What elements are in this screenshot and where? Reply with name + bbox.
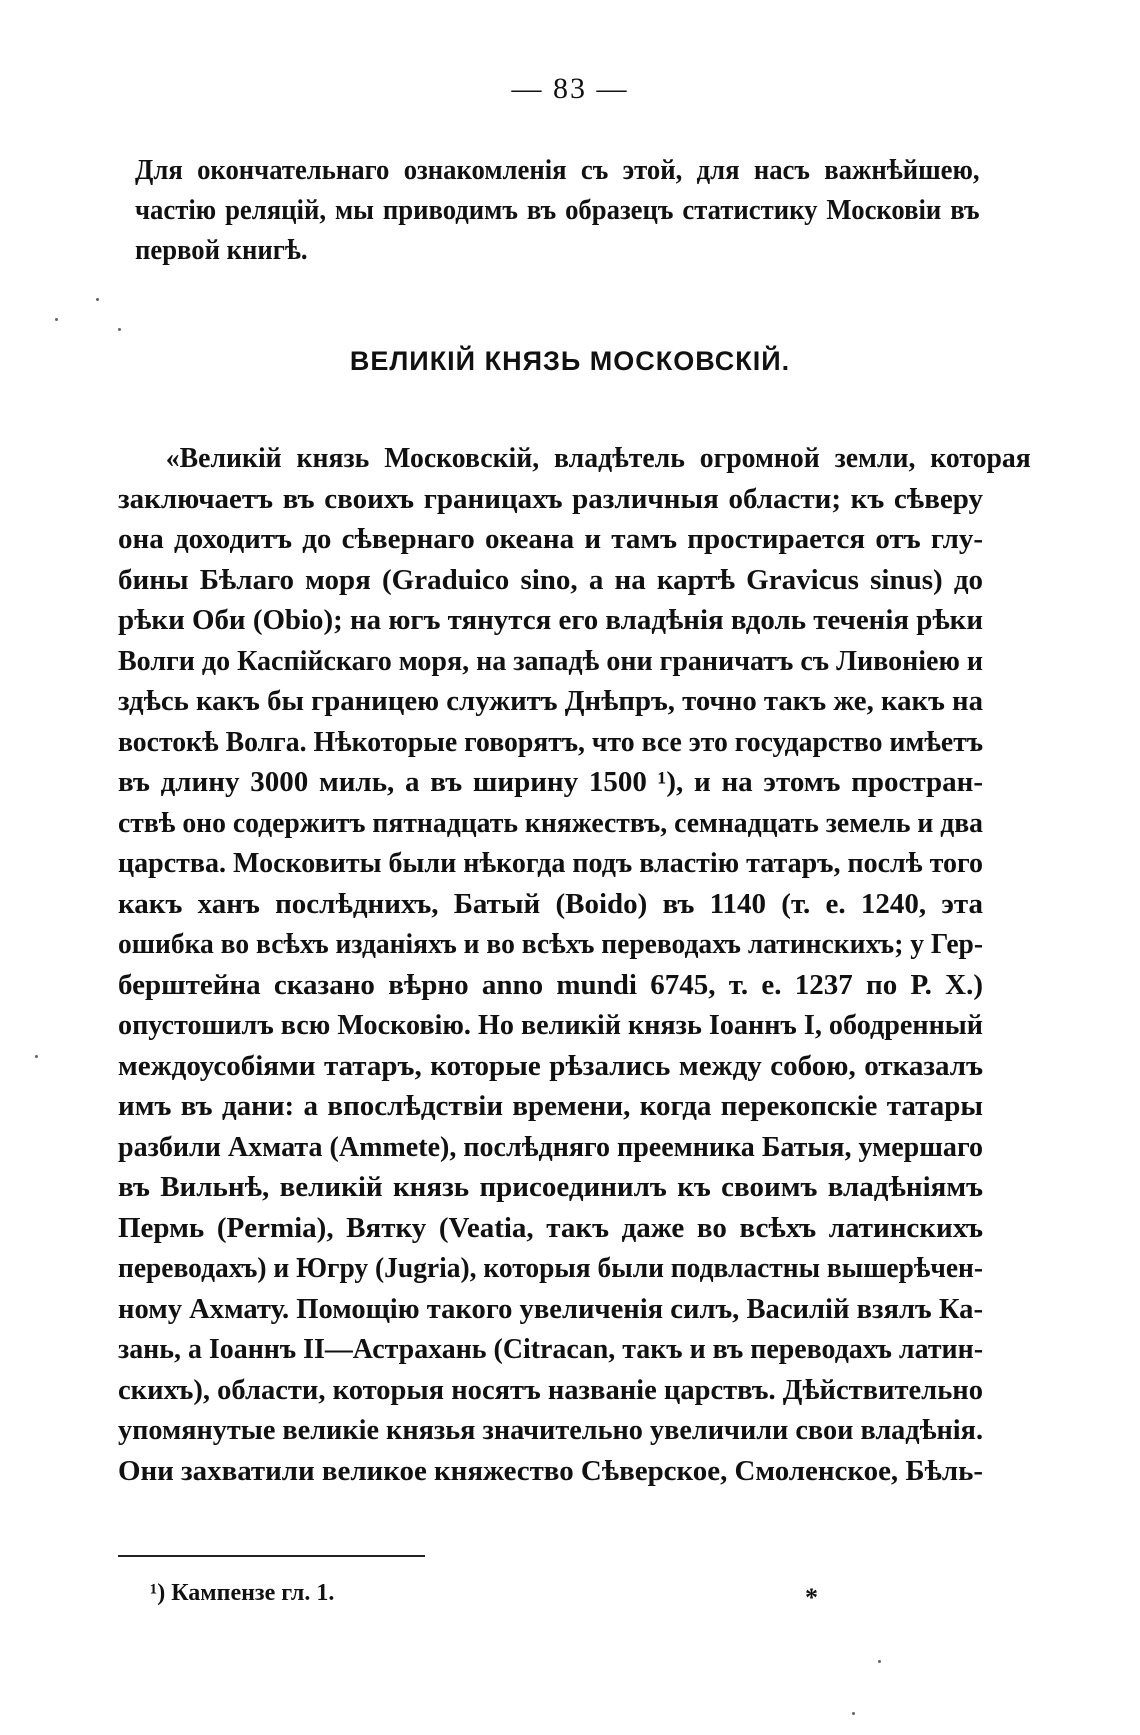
text-line: царства. Московиты были нѣкогда подъ властію татаръ, послѣ того [118,847,983,879]
text-line: берштейна сказано вѣрно anno mundi 6745, т. е. 1237 по Р. X.) [118,968,983,1001]
text-line: междоусобіями татаръ, которые рѣзались между собою, отказалъ [118,1049,983,1082]
text-line: опустошилъ всю Московію. Но великій князь Іоаннъ I, ободренный [118,1009,983,1041]
text-line: рѣки Оби (Obio); на югъ тянутся его владѣнія вдоль теченія рѣки [118,604,983,636]
text-line: востокѣ Волга. Нѣкоторые говорятъ, что все это государство имѣетъ [118,725,983,758]
text-line: Пермь (Permia), Вятку (Veatia, такъ даже во всѣхъ латинскихъ [118,1211,983,1244]
text-line: разбили Ахмата (Ammete), послѣдняго преемника Батыя, умершаго [118,1130,983,1163]
text-line: бины Бѣлаго моря (Graduico sino, а на картѣ Gravicus sinus) до [118,563,983,596]
text-line: въ Вильнѣ, великій князь присоединилъ къ своимъ владѣніямъ [118,1171,983,1203]
text-line: скихъ), области, которыя носятъ названіе царствъ. Дѣйствительно [118,1373,983,1406]
text-line: Они захватили великое княжество Сѣверское, Смоленское, Бѣль- [118,1454,983,1487]
text-line: она доходитъ до сѣвернаго океана и тамъ простирается отъ глу- [118,523,983,555]
text-line: «Великій князь Московскій, владѣтель огромной земли, которая [165,442,1031,474]
text-line: зань, а Іоаннъ II—Астрахань (Citracan, такъ и въ переводахъ латин- [118,1333,983,1365]
intro-text: Для окончательнаго ознакомленія съ этой, для насъ важнѣйшею, частію реляцій, мы приводимъ въ образецъ статистику Московіи въ первой книгѣ. [135,154,980,266]
paper-speck [55,318,58,321]
text-line: переводахъ) и Югру (Jugria), которыя были подвластны вышерѣчен- [118,1252,983,1284]
main-paragraph [118,438,1031,1491]
text-line: имъ въ дани: а впослѣдствіи времени, когда перекопскіе татары [118,1090,983,1122]
paper-speck [118,328,121,331]
page-number: — 83 — [511,72,629,105]
text-line: упомянутые великіе князья значительно увеличили свои владѣнія. [118,1414,983,1446]
text-line: Волги до Каспійскаго моря, на западѣ они граничатъ съ Ливоніею и [118,644,983,677]
footnote: ¹) Кампензе гл. 1. [150,1580,335,1606]
text-line: ному Ахмату. Помощію такого увеличенія силъ, Василій взялъ Ка- [118,1292,983,1325]
text-line: заключаетъ въ своихъ границахъ различныя области; къ сѣверу [118,482,983,515]
text-line: въ длину 3000 миль, а въ ширину 1500 ¹), и на этомъ простран- [118,766,983,798]
printer-star-mark: * [805,1583,818,1612]
paper-speck [35,1055,38,1058]
paper-speck [852,1712,855,1715]
paper-speck [96,298,99,301]
text-line: ошибка во всѣхъ изданіяхъ и во всѣхъ переводахъ латинскихъ; у Гер- [118,928,983,960]
text-line: здѣсь какъ бы границею служитъ Днѣпръ, точно такъ же, какъ на [118,685,983,717]
intro-paragraph [135,150,980,270]
text-line: какъ ханъ послѣднихъ, Батый (Boido) въ 1140 (т. е. 1240, эта [118,887,983,920]
footnote-divider [118,1555,425,1557]
section-heading: ВЕЛИКІЙ КНЯЗЬ МОСКОВСКІЙ. [349,346,791,376]
paper-speck [878,1660,881,1663]
text-line: ствѣ оно содержитъ пятнадцать княжествъ, семнадцать земель и два [118,806,983,839]
